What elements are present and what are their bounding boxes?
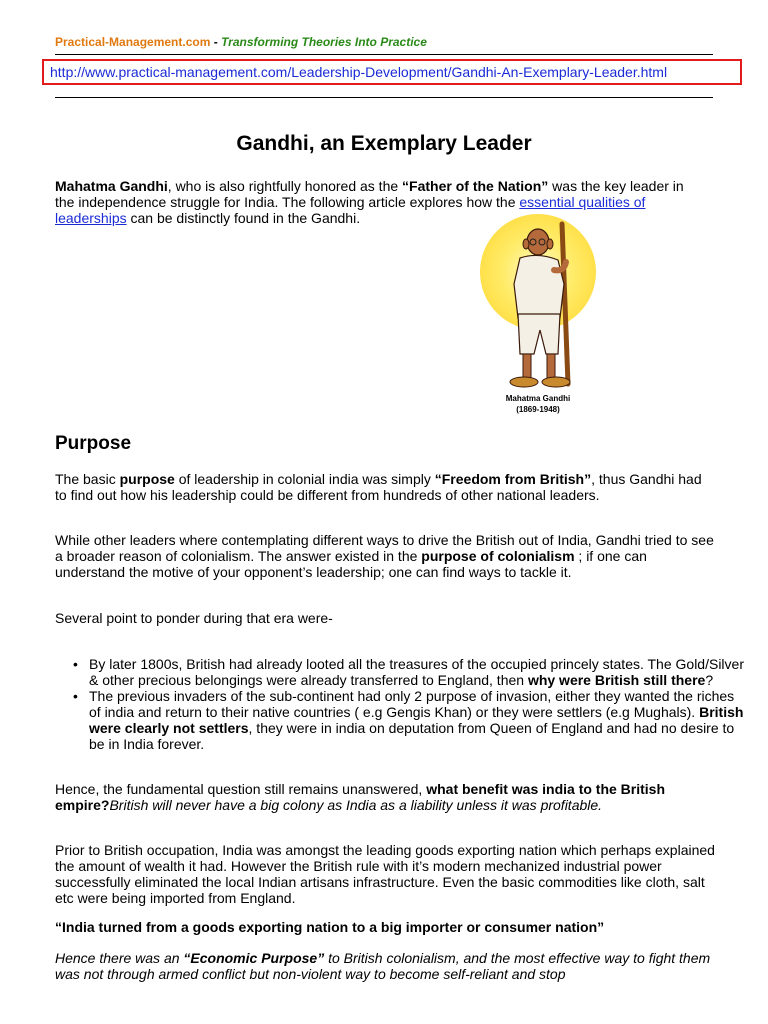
purpose-paragraph-7: Hence there was an “Economic Purpose” to British colonialism, and the most effective way to fight them was not through armed conflict but non-violent way to become self-reliant and stop bbox=[55, 950, 711, 982]
sandal-right-shape bbox=[542, 377, 570, 387]
figure-caption-name: Mahatma Gandhi bbox=[505, 394, 571, 403]
page-url[interactable]: http://www.practical-management.com/Leadership-Development/Gandhi-An-Exemplary-Leader.html bbox=[42, 59, 742, 85]
site-name[interactable]: Practical-Management.com bbox=[55, 35, 211, 49]
intro-name: Mahatma Gandhi bbox=[55, 178, 168, 194]
dhoti-shape bbox=[518, 314, 560, 354]
intro-text-2: was the key leader in the independence struggle for India. The following article explores how the bbox=[55, 178, 684, 210]
intro-paragraph bbox=[55, 178, 705, 226]
gandhi-illustration bbox=[476, 214, 600, 414]
site-tagline: Transforming Theories Into Practice bbox=[221, 35, 427, 49]
purpose-quote: “India turned from a goods exporting nation to a big importer or consumer nation” bbox=[55, 919, 605, 935]
list-item: • The previous invaders of the sub-continent had only 2 purpose of invasion, either they wanted the riches of india and return to their native countries ( e.g Gengis Khan) or they were settlers (e.g Mughals). British were clearly not settlers, they were in india on deputation from Queen of England and had no desire to be in India forever. bbox=[89, 688, 749, 752]
purpose-paragraph-2: While other leaders where contemplating different ways to drive the British out of India, Gandhi tried to see a broader reason of colonialism. The answer existed in the purpose of colonialism ; if one can understand the motive of your opponent’s leadership; one can find ways to tackle it. bbox=[55, 532, 714, 580]
site-header bbox=[55, 35, 427, 49]
header-rule-bottom bbox=[55, 97, 713, 98]
intro-text-1: , who is also rightfully honored as the bbox=[167, 178, 403, 194]
purpose-paragraph-4: Hence, the fundamental question still remains unanswered, what benefit was india to the British empire?British will never have a big colony as India as a liability unless it was profitable. bbox=[55, 781, 666, 813]
ponder-list bbox=[55, 656, 749, 752]
intro-text-3: can be distinctly found in the Gandhi. bbox=[126, 210, 361, 226]
qualities-link[interactable]: essential qualities of leaderships bbox=[55, 194, 646, 226]
intro-father-of-nation: “Father of the Nation” bbox=[402, 178, 549, 194]
header-separator: - bbox=[210, 35, 222, 49]
page-title: Gandhi, an Exemplary Leader bbox=[236, 132, 532, 155]
shawl-shape bbox=[514, 255, 564, 318]
purpose-paragraph-1: The basic purpose of leadership in colonial india was simply “Freedom from British”, thus Gandhi had to find out how his leadership could be different from hundreds of other national leaders. bbox=[55, 471, 702, 503]
purpose-paragraph-3: Several point to ponder during that era were- bbox=[55, 610, 333, 626]
section-heading-purpose: Purpose bbox=[55, 433, 132, 454]
list-item: • By later 1800s, British had already looted all the treasures of the occupied princely states. The Gold/Silver & other precious belongings were already transferred to England, then why were British still there? bbox=[89, 656, 749, 688]
figure-caption-years: (1869-1948) bbox=[516, 405, 560, 414]
purpose-paragraph-5: Prior to British occupation, India was amongst the leading goods exporting nation which perhaps explained the amount of wealth it had. However the British rule with it’s modern mechanized industrial power successfully eliminated the local Indian artisans infrastructure. Even the basic commodities like cloth, salt etc were being imported from England. bbox=[55, 842, 715, 906]
header-rule-top bbox=[55, 54, 713, 55]
sandal-left-shape bbox=[510, 377, 538, 387]
